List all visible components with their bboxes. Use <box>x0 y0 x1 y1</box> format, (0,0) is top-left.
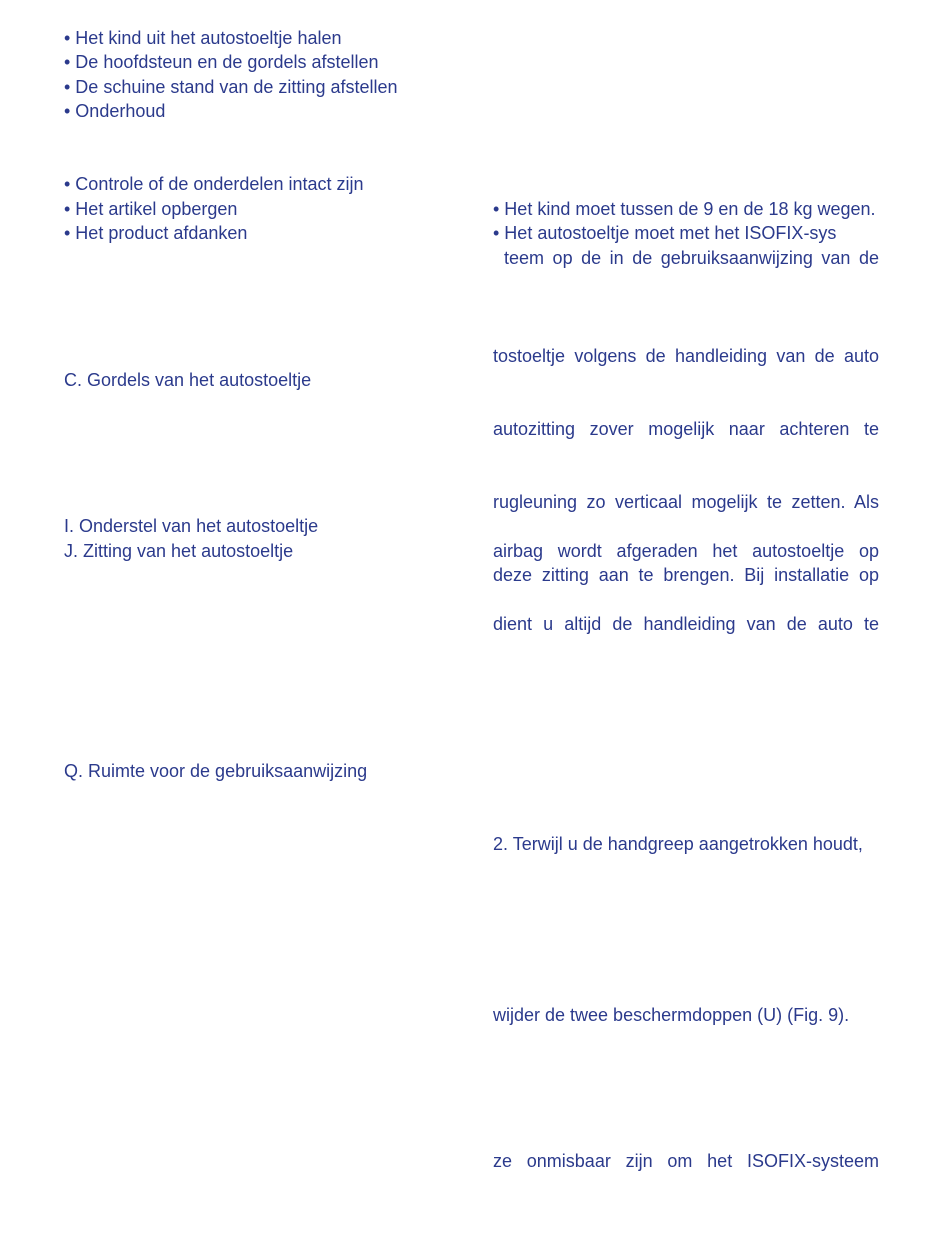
contents-bullet-adjust-recline: • De schuine stand van de zitting afstellen <box>64 77 398 97</box>
text-line-autozitting: autozitting zover mogelijk naar achteren te <box>493 419 879 439</box>
part-j-label: J. Zitting van het autostoeltje <box>64 541 294 561</box>
part-q-label: Q. Ruimte voor de gebruiksaanwijzing <box>64 761 368 781</box>
part-i-label: I. Onderstel van het autostoeltje <box>64 516 319 536</box>
contents-bullet-adjust-headrest: • De hoofdsteun en de gordels afstellen <box>64 52 379 72</box>
text-line-tostoeltje: tostoeltje volgens de handleiding van de auto <box>493 346 879 366</box>
text-line-deze-zitting: deze zitting aan te brengen. Bij installatie op <box>493 565 879 585</box>
text-line-dient: dient u altijd de handleiding van de auto te <box>493 614 879 634</box>
step-2-text: 2. Terwijl u de handgreep aangetrokken houdt, <box>493 834 863 854</box>
text-line-airbag: airbag wordt afgeraden het autostoeltje op <box>493 541 879 561</box>
contents-bullet-storage: • Het artikel opbergen <box>64 199 238 219</box>
text-line-onmisbaar: ze onmisbaar zijn om het ISOFIX-systeem <box>493 1151 879 1171</box>
contents-bullet-disposal: • Het product afdanken <box>64 223 248 243</box>
text-line-rugleuning: rugleuning zo verticaal mogelijk te zetten. Als <box>493 492 879 512</box>
contents-bullet-remove-child: • Het kind uit het autostoeltje halen <box>64 28 342 48</box>
requirement-isofix-line2: teem op de in de gebruiksaanwijzing van de <box>504 248 879 268</box>
contents-bullet-check-parts: • Controle of de onderdelen intact zijn <box>64 174 364 194</box>
part-c-label: C. Gordels van het autostoeltje <box>64 370 312 390</box>
requirement-weight: • Het kind moet tussen de 9 en de 18 kg wegen. <box>493 199 876 219</box>
requirement-isofix-line1: • Het autostoeltje moet met het ISOFIX-sys <box>493 223 837 243</box>
text-line-wijder: wijder de twee beschermdoppen (U) (Fig. 9). <box>493 1005 850 1025</box>
contents-bullet-maintenance: • Onderhoud <box>64 101 166 121</box>
